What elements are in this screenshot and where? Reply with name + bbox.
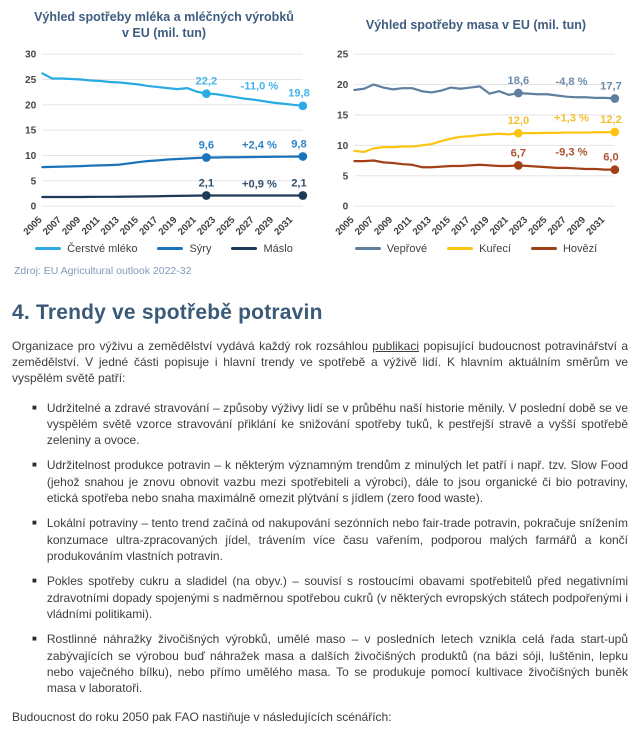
x-tick-label: 2021 xyxy=(487,214,511,238)
list-item xyxy=(12,631,628,696)
meat-chart-legend xyxy=(324,243,628,255)
line-swatch xyxy=(355,247,381,250)
bullet-icon: ■ xyxy=(32,576,37,586)
bullet-text: Pokles spotřeby cukru a sladidel (na obyv.) – souvisí s rostoucími obavami spotřebitelů před negativními zdravotními dopady spojenými s nadměrnou spotřebou cukrů (v některých evropských státech podpořenými i vládními politikami). xyxy=(46,574,628,621)
annotation: -11,0 % xyxy=(240,80,279,93)
data-point xyxy=(298,152,307,161)
annotation: 22,2 xyxy=(195,75,218,88)
data-point xyxy=(202,153,211,162)
data-point xyxy=(514,129,523,138)
annotation: 12,2 xyxy=(600,113,622,126)
data-point xyxy=(610,165,619,174)
line-swatch xyxy=(157,247,183,250)
x-tick-label: 2017 xyxy=(449,214,473,238)
legend-label: Kuřecí xyxy=(479,242,511,255)
y-tick-label: 15 xyxy=(25,125,37,137)
bullet-text: Lokální potraviny – tento trend začíná od nakupování sezónních nebo fair-trade potravin, pokračuje snížením konzumace ultra-zpracovaných jídel, trávením více času vařením, podporou malých farmářů a končí produkováním vlastních potravin. xyxy=(46,516,628,564)
annotation: 17,7 xyxy=(600,80,622,93)
annotation: -4,8 % xyxy=(555,76,588,89)
series-line xyxy=(42,195,302,197)
intro-text-before: Organizace pro výživu a zemědělství vydává každý rok rozsáhlou xyxy=(12,338,373,353)
x-tick-label: 2025 xyxy=(526,214,550,238)
publication-link[interactable]: publikaci xyxy=(372,338,419,353)
y-tick-label: 10 xyxy=(337,140,349,152)
source-link[interactable]: Zdroj: EU Agricultural outlook 2022-32 xyxy=(14,264,192,277)
data-point xyxy=(298,191,307,200)
y-tick-label: 5 xyxy=(342,171,349,183)
line-swatch xyxy=(447,247,473,250)
bullet-icon: ■ xyxy=(32,460,37,470)
y-tick-label: 0 xyxy=(30,201,37,213)
annotation: 2,1 xyxy=(291,177,307,190)
annotation: 19,8 xyxy=(288,87,310,100)
line-swatch xyxy=(531,247,557,250)
bullet-icon: ■ xyxy=(32,402,37,412)
legend-label: Vepřové xyxy=(386,242,428,255)
x-tick-label: 2015 xyxy=(118,214,141,238)
x-tick-label: 2023 xyxy=(507,214,531,238)
list-item xyxy=(12,515,628,564)
line-swatch xyxy=(231,247,257,250)
y-tick-label: 30 xyxy=(25,49,37,61)
legend-item-veprove xyxy=(355,243,427,255)
x-tick-label: 2029 xyxy=(253,214,277,238)
milk-chart xyxy=(12,8,316,255)
bullet-icon: ■ xyxy=(32,518,37,528)
y-tick-label: 15 xyxy=(337,110,349,122)
x-tick-label: 2013 xyxy=(98,214,122,238)
data-point xyxy=(202,191,211,200)
annotation: 2,1 xyxy=(198,177,215,190)
annotation: 9,6 xyxy=(198,139,215,152)
meat-chart-title: Výhled spotřeby masa v EU (mil. tun) xyxy=(365,18,587,33)
trend-list xyxy=(12,400,628,697)
intro-paragraph xyxy=(12,338,628,387)
annotation: 9,8 xyxy=(291,138,307,151)
charts-row xyxy=(12,8,628,255)
annotation: +1,3 % xyxy=(553,112,589,125)
y-tick-label: 0 xyxy=(342,201,349,213)
x-tick-label: 2023 xyxy=(195,214,219,238)
annotation: +2,4 % xyxy=(241,139,277,152)
meat-chart xyxy=(324,8,628,255)
x-tick-label: 2029 xyxy=(565,214,589,238)
x-tick-label: 2021 xyxy=(175,214,199,238)
data-point xyxy=(514,89,523,98)
x-tick-label: 2005 xyxy=(333,214,357,238)
intro-text-after: popisující budoucnost potravinářství a zemědělství. V jedné části popisuje i hlavní trendy ve spotřebě a výživě lidí. K hlavním aktuálním směrům ve vyspělém světě patří: xyxy=(12,338,628,386)
y-tick-label: 25 xyxy=(337,49,349,61)
x-tick-label: 2011 xyxy=(79,214,103,238)
closing-paragraph: Budoucnost do roku 2050 pak FAO nastiňuje v následujících scénářích: xyxy=(12,709,392,724)
x-tick-label: 2019 xyxy=(156,214,180,238)
bullet-text: Rostlinné náhražky živočišných výrobků, umělé maso – v posledních letech vznikla celá řada start-upů zabývajících se výrobou buď náhražek masa a dalších živočišných produktů (na bázi sóji, luštěnin, lepku nebo vaječného bílku), nebo přímo umělého masa. To se produkuje pomocí kultivace živočišných buněk masa v laboratoři. xyxy=(46,632,628,696)
annotation: -9,3 % xyxy=(555,146,588,159)
annotation: 18,6 xyxy=(507,74,530,87)
legend-item-hovezi xyxy=(531,243,597,255)
list-item xyxy=(12,400,628,449)
legend-label: Hovězí xyxy=(562,242,598,255)
x-tick-label: 2007 xyxy=(352,214,376,238)
x-tick-label: 2007 xyxy=(40,214,64,238)
x-tick-label: 2031 xyxy=(584,214,608,238)
x-tick-label: 2005 xyxy=(21,214,45,238)
x-tick-label: 2025 xyxy=(214,214,238,238)
legend-label: Čerstvé mléko xyxy=(67,242,138,255)
x-tick-label: 2031 xyxy=(272,214,296,238)
annotation: 6,7 xyxy=(510,147,527,160)
milk-chart-svg xyxy=(12,44,316,243)
x-tick-label: 2009 xyxy=(60,214,84,238)
data-point xyxy=(610,94,619,103)
x-tick-label: 2027 xyxy=(545,214,569,238)
annotation: 6,0 xyxy=(603,151,619,164)
y-tick-label: 20 xyxy=(337,80,349,92)
bullet-text: Udržitelné a zdravé stravování – způsoby výživy lidí se v průběhu naší historie měnily. V poslední době se ve vyspělém světě vzorce stravování přiklání ke snižování spotřeby tuků, k pestřejší stravě a vyšší spotřebě zeleniny a ovoce. xyxy=(46,400,628,448)
section-heading: 4. Trendy ve spotřebě potravin xyxy=(12,300,323,324)
legend-item-syry xyxy=(157,243,211,255)
y-tick-label: 25 xyxy=(25,75,37,87)
data-point xyxy=(298,101,307,110)
meat-chart-svg xyxy=(324,44,628,243)
line-swatch xyxy=(35,247,61,250)
data-point xyxy=(202,89,211,98)
x-tick-label: 2015 xyxy=(430,214,453,238)
x-tick-label: 2027 xyxy=(233,214,257,238)
milk-chart-legend xyxy=(12,243,316,255)
legend-label: Máslo xyxy=(263,242,293,255)
x-tick-label: 2013 xyxy=(410,214,434,238)
milk-chart-title: Výhled spotřeby mléka a mléčných výrobků v EU (mil. tun) xyxy=(34,10,294,40)
data-point xyxy=(514,161,523,170)
y-tick-label: 5 xyxy=(30,176,37,188)
x-tick-label: 2011 xyxy=(391,214,415,238)
x-tick-label: 2019 xyxy=(468,214,492,238)
x-tick-label: 2009 xyxy=(372,214,396,238)
series-line xyxy=(42,156,302,167)
series-line xyxy=(354,161,614,170)
annotation: +0,9 % xyxy=(241,178,277,191)
list-item xyxy=(12,573,628,622)
bullet-icon: ■ xyxy=(32,634,37,644)
data-point xyxy=(610,128,619,137)
legend-item-kureci xyxy=(447,243,511,255)
legend-item-maslo xyxy=(231,243,292,255)
bullet-text: Udržitelnost produkce potravin – k některým významným trendům z minulých let patří i např. tzv. Slow Food (jehož snahou je znovu obnovit vazbu mezi spotřebiteli a výrobci), dále to jsou organické či bio potraviny, etická spotřeba nebo snaha maximálně omezit plýtvání s jídlem (zero food waste). xyxy=(46,458,628,506)
y-tick-label: 10 xyxy=(25,151,37,163)
list-item xyxy=(12,457,628,506)
annotation: 12,0 xyxy=(507,115,530,128)
x-tick-label: 2017 xyxy=(137,214,161,238)
legend-label: Sýry xyxy=(189,242,212,255)
y-tick-label: 20 xyxy=(25,100,37,112)
legend-item-cerstve-mleko xyxy=(35,243,137,255)
